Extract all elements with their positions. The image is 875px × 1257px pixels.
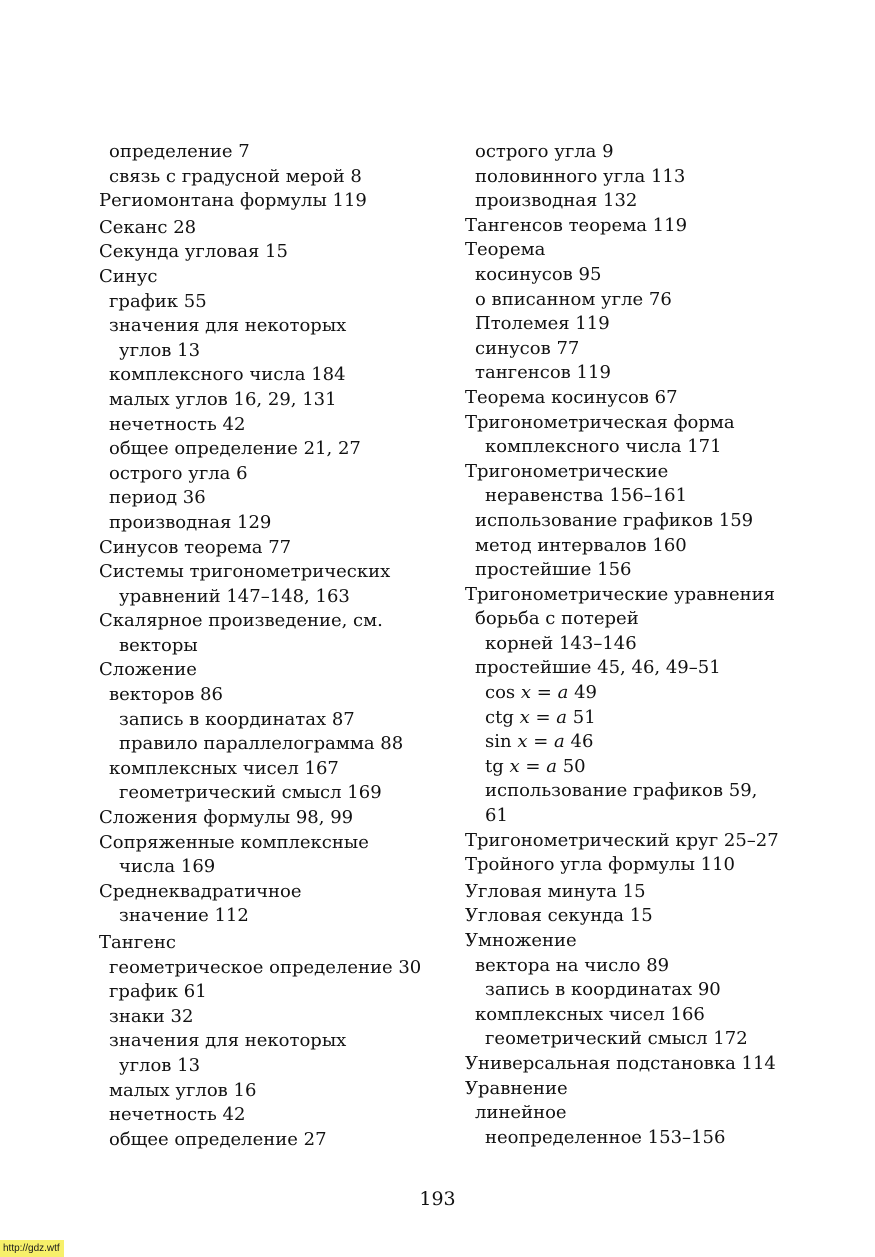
index-entry: Сложения формулы 98, 99 bbox=[99, 807, 354, 829]
index-subentry: геометрический смысл 172 bbox=[485, 1028, 748, 1050]
index-subentry: комплексного числа 171 bbox=[485, 436, 722, 458]
index-subentry: tg x = a 50 bbox=[485, 755, 586, 777]
index-subentry: углов 13 bbox=[119, 339, 201, 361]
index-subentry: комплексных чисел 166 bbox=[475, 1003, 705, 1025]
page-number: 193 bbox=[419, 1188, 456, 1210]
index-subentry: малых углов 16, 29, 131 bbox=[109, 388, 337, 410]
index-entry: Секанс 28 bbox=[99, 216, 197, 238]
index-entry: Сопряженные комплексные bbox=[99, 831, 369, 853]
index-subentry: метод интервалов 160 bbox=[475, 534, 687, 556]
index-subentry: производная 132 bbox=[475, 190, 638, 212]
index-entry: Тригонометрические bbox=[465, 460, 669, 482]
index-entry: Уравнение bbox=[465, 1077, 568, 1099]
index-subentry: векторов 86 bbox=[109, 684, 223, 706]
index-subentry: правило параллелограмма 88 bbox=[119, 733, 404, 755]
index-subentry: линейное bbox=[475, 1102, 567, 1124]
index-subentry: ctg x = a 51 bbox=[485, 706, 596, 728]
index-column-left bbox=[99, 140, 459, 1152]
index-subentry: знаки 32 bbox=[109, 1005, 194, 1027]
index-subentry: половинного угла 113 bbox=[475, 165, 686, 187]
index-subentry: комплексного числа 184 bbox=[109, 364, 346, 386]
index-entry: Тангенс bbox=[99, 932, 176, 953]
index-entry: Синус bbox=[99, 265, 158, 287]
index-subentry: определение 7 bbox=[109, 141, 250, 162]
index-entry: Сложение bbox=[99, 659, 197, 681]
index-entry: Синусов теорема 77 bbox=[99, 536, 292, 558]
index-column-right bbox=[465, 140, 865, 1150]
index-subentry: период 36 bbox=[109, 487, 206, 509]
index-subentry: числа 169 bbox=[119, 856, 216, 878]
index-subentry: 61 bbox=[485, 805, 508, 827]
index-entry: Секунда угловая 15 bbox=[99, 241, 288, 263]
index-subentry: острого угла 9 bbox=[475, 141, 614, 162]
index-subentry: уравнений 147–148, 163 bbox=[119, 585, 350, 607]
watermark-link[interactable]: http://gdz.wtf bbox=[0, 1240, 64, 1257]
index-entry: Среднеквадратичное bbox=[99, 880, 302, 902]
index-subentry: использование графиков 59, bbox=[485, 780, 758, 802]
index-subentry: геометрический смысл 169 bbox=[119, 782, 382, 804]
index-entry: Тригонометрическая форма bbox=[465, 411, 735, 433]
index-subentry: простейшие 156 bbox=[475, 559, 632, 581]
index-entry: Теорема bbox=[465, 239, 546, 261]
index-subentry: векторы bbox=[119, 634, 198, 656]
index-subentry: значения для некоторых bbox=[109, 315, 347, 337]
index-subentry: борьба с потерей bbox=[475, 608, 639, 630]
index-entry: Угловая секунда 15 bbox=[465, 905, 653, 927]
index-subentry: косинусов 95 bbox=[475, 263, 602, 285]
index-subentry: простейшие 45, 46, 49–51 bbox=[475, 657, 721, 679]
index-entry: Тройного угла формулы 110 bbox=[465, 854, 735, 876]
index-entry: Угловая минута 15 bbox=[465, 880, 646, 902]
index-subentry: производная 129 bbox=[109, 511, 272, 533]
index-subentry: запись в координатах 87 bbox=[119, 708, 355, 730]
index-entry: Тригонометрический круг 25–27 bbox=[465, 829, 779, 851]
index-subentry: общее определение 27 bbox=[109, 1128, 327, 1150]
index-subentry: геометрическое определение 30 bbox=[109, 956, 422, 978]
index-subentry: острого угла 6 bbox=[109, 462, 248, 484]
index-subentry: cos x = a 49 bbox=[485, 682, 597, 704]
index-subentry: вектора на число 89 bbox=[475, 954, 670, 976]
index-subentry: значение 112 bbox=[119, 905, 249, 927]
index-subentry: о вписанном угле 76 bbox=[475, 288, 672, 310]
index-subentry: график 55 bbox=[109, 290, 207, 312]
index-subentry: запись в координатах 90 bbox=[485, 979, 721, 1001]
index-entry: Региомонтана формулы 119 bbox=[99, 190, 367, 212]
index-entry: Умножение bbox=[465, 930, 577, 951]
index-subentry: тангенсов 119 bbox=[475, 362, 611, 384]
index-subentry: комплексных чисел 167 bbox=[109, 757, 339, 779]
index-subentry: Птолемея 119 bbox=[475, 313, 610, 335]
index-subentry: синусов 77 bbox=[475, 337, 580, 359]
index-subentry: неравенства 156–161 bbox=[485, 485, 688, 507]
index-subentry: корней 143–146 bbox=[485, 632, 637, 654]
index-subentry: нечетность 42 bbox=[109, 413, 246, 435]
index-subentry: нечетность 42 bbox=[109, 1104, 246, 1126]
index-subentry: малых углов 16 bbox=[109, 1079, 257, 1101]
index-entry: Теорема косинусов 67 bbox=[465, 386, 678, 408]
index-entry: Тангенсов теорема 119 bbox=[465, 214, 688, 236]
index-subentry: общее определение 21, 27 bbox=[109, 438, 361, 460]
index-entry: Системы тригонометрических bbox=[99, 561, 391, 583]
index-entry: Скалярное произведение, см. bbox=[99, 610, 383, 632]
index-entry: Тригонометрические уравнения bbox=[465, 583, 775, 605]
index-subentry: использование графиков 159 bbox=[475, 509, 754, 531]
index-subentry: неопределенное 153–156 bbox=[485, 1126, 726, 1148]
index-subentry: значения для некоторых bbox=[109, 1030, 347, 1052]
index-subentry: углов 13 bbox=[119, 1054, 201, 1076]
index-entry: Универсальная подстановка 114 bbox=[465, 1052, 776, 1074]
index-subentry: sin x = a 46 bbox=[485, 731, 594, 753]
index-subentry: график 61 bbox=[109, 981, 207, 1003]
index-subentry: связь с градусной мерой 8 bbox=[109, 165, 362, 187]
